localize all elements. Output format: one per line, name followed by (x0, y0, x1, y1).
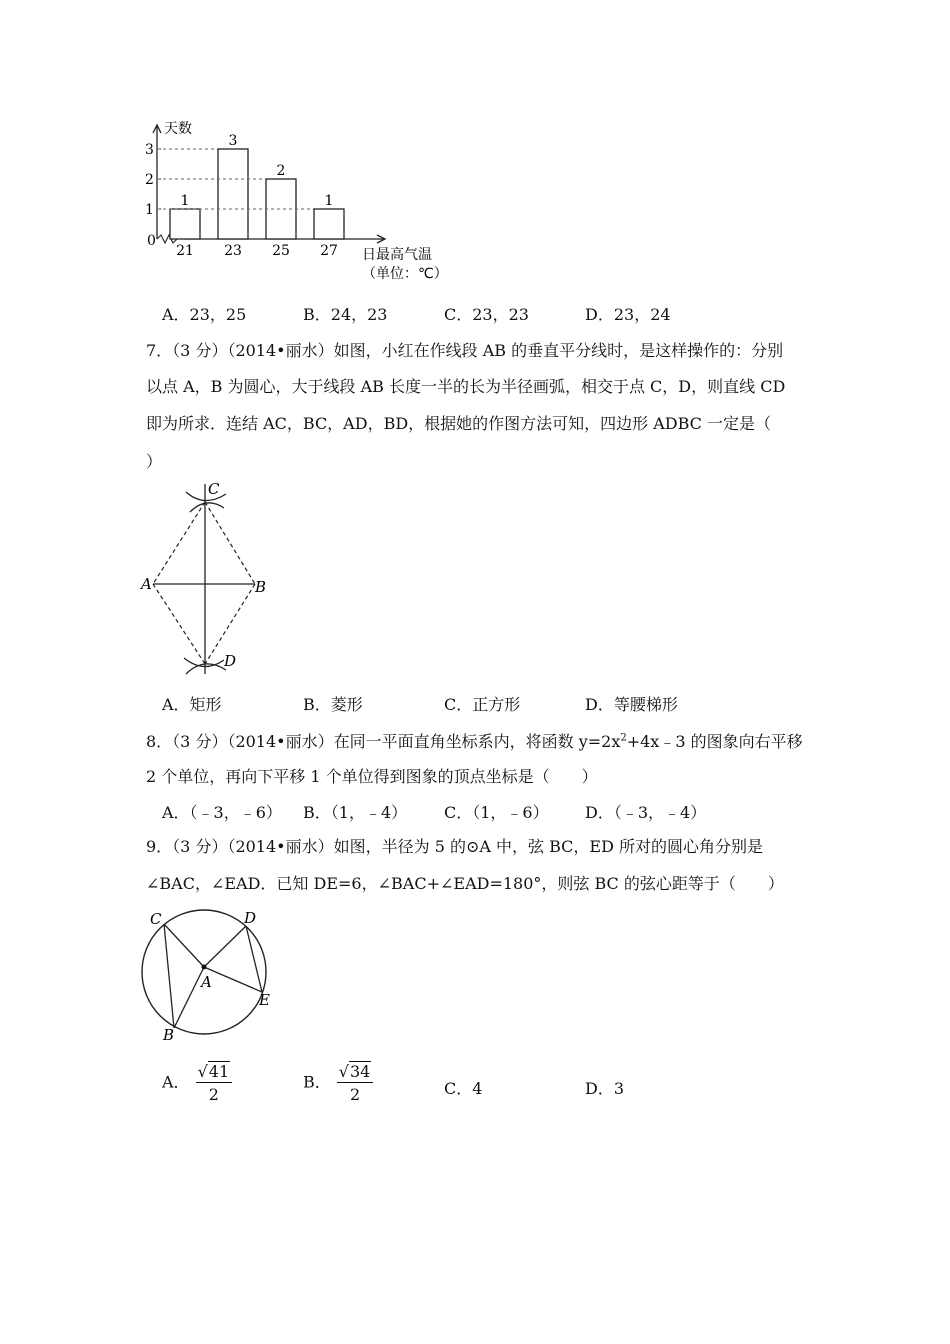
label-point-c: C (208, 480, 220, 498)
circle-a (142, 910, 266, 1034)
radius-ab (174, 967, 204, 1028)
x-tick-label: 21 (176, 243, 194, 259)
bar (218, 149, 248, 239)
y-tick-label: 1 (145, 202, 154, 218)
radius-ae (204, 967, 262, 992)
q6-option-c[interactable]: C．23，23 (444, 305, 529, 324)
q9-option-b[interactable] (303, 1062, 373, 1104)
origin-label: 0 (147, 233, 156, 249)
q7-option-c[interactable]: C．正方形 (444, 695, 521, 714)
q9-text-line-1: 9．（3 分）（2014•丽水）如图，半径为 5 的⊙A 中，弦 BC，ED 所对的圆心角分别是 (146, 837, 763, 856)
label-point-b: B (255, 578, 267, 596)
temperature-bar-chart (140, 115, 470, 285)
q8-exponent: 2 (620, 732, 627, 744)
x-tick-label: 27 (320, 243, 338, 259)
label-point-e: E (259, 991, 270, 1009)
q9-option-a-radicand: 41 (208, 1062, 230, 1081)
circle-chord-figure (138, 906, 278, 1046)
q7-text-line-1: 7．（3 分）（2014•丽水）如图，小红在作线段 AB 的垂直平分线时，是这样操作的：分别 (146, 341, 784, 360)
bar-value-label: 1 (180, 193, 190, 209)
bar (170, 209, 200, 239)
q9-option-b-fraction: $\frac{√34}{2}$ (337, 1062, 374, 1104)
perpendicular-bisector-figure (138, 478, 278, 678)
q8-option-d[interactable]: D．（﹣3，﹣4） (585, 803, 707, 822)
q7-option-d[interactable]: D．等腰梯形 (585, 695, 678, 714)
q6-option-a[interactable]: A．23，25 (162, 305, 247, 324)
bar (314, 209, 344, 239)
label-point-a: A (201, 973, 212, 991)
q9-option-d[interactable]: D．3 (585, 1079, 625, 1098)
q6-option-d[interactable]: D．23，24 (585, 305, 671, 324)
q8-option-a[interactable]: A．（﹣3，﹣6） (162, 803, 282, 822)
arc-c-1 (186, 492, 226, 501)
q9-option-b-radicand: 34 (349, 1062, 371, 1081)
q7-option-b[interactable]: B．菱形 (303, 695, 363, 714)
q8-option-c[interactable]: C．（1，﹣6） (444, 803, 549, 822)
label-point-d: D (244, 909, 257, 927)
bar-value-label: 3 (228, 133, 238, 149)
q9-text-line-2: ∠BAC，∠EAD．已知 DE=6，∠BAC+∠EAD=180°，则弦 BC 的弦心距等于（ ） (146, 874, 784, 893)
bar-value-label: 2 (276, 163, 286, 179)
x-tick-label: 25 (272, 243, 290, 259)
q7-option-a[interactable]: A．矩形 (162, 695, 222, 714)
q9-option-b-prefix: B． (303, 1072, 331, 1092)
bar-value-label: 1 (324, 193, 334, 209)
q8-text-post: +4x﹣3 的图象向右平移 (626, 732, 803, 751)
radius-ad (204, 926, 246, 967)
q8-text-line-1 (146, 729, 803, 752)
q9-option-a-fraction: $\frac{√41}{2}$ (196, 1062, 233, 1104)
segment-ad (153, 584, 205, 664)
q7-text-line-4: ） (146, 452, 163, 471)
label-point-d: D (224, 652, 237, 670)
y-tick-label: 2 (145, 172, 154, 188)
q8-option-b[interactable]: B．（1，﹣4） (303, 803, 408, 822)
label-point-b: B (163, 1026, 175, 1044)
q8-text-line-2: 2 个单位，再向下平移 1 个单位得到图象的顶点坐标是（ ） (146, 767, 598, 786)
segment-bc (205, 502, 255, 584)
q9-option-a-denominator: 2 (208, 1085, 219, 1104)
arc-d-2 (186, 664, 226, 674)
chord-bc (164, 924, 174, 1028)
label-point-c: C (150, 910, 162, 928)
q9-option-a[interactable] (162, 1062, 232, 1104)
q6-option-b[interactable]: B．24，23 (303, 305, 388, 324)
y-tick-label: 3 (145, 142, 154, 158)
q7-text-line-2: 以点 A，B 为圆心，大于线段 AB 长度一半的长为半径画弧，相交于点 C，D，则直线 CD (146, 377, 786, 396)
x-tick-label: 23 (224, 243, 242, 259)
q7-text-line-3: 即为所求．连结 AC，BC，AD，BD，根据她的作图方法可知，四边形 ADBC 一定是（ (146, 414, 772, 433)
q8-text-pre: 8．（3 分）（2014•丽水）在同一平面直角坐标系内，将函数 y=2x (146, 732, 621, 751)
segment-ac (153, 502, 205, 584)
q9-option-b-denominator: 2 (349, 1085, 361, 1104)
radius-ac (164, 924, 204, 967)
x-axis-title: 日最高气温 (362, 247, 432, 263)
center-point (202, 965, 207, 970)
label-point-a: A (141, 575, 152, 593)
q9-option-a-prefix: A． (162, 1072, 190, 1092)
q9-option-c[interactable]: C．4 (444, 1079, 483, 1098)
x-axis-unit: （单位：℃） (362, 266, 448, 282)
y-axis-title: 天数 (164, 121, 192, 137)
